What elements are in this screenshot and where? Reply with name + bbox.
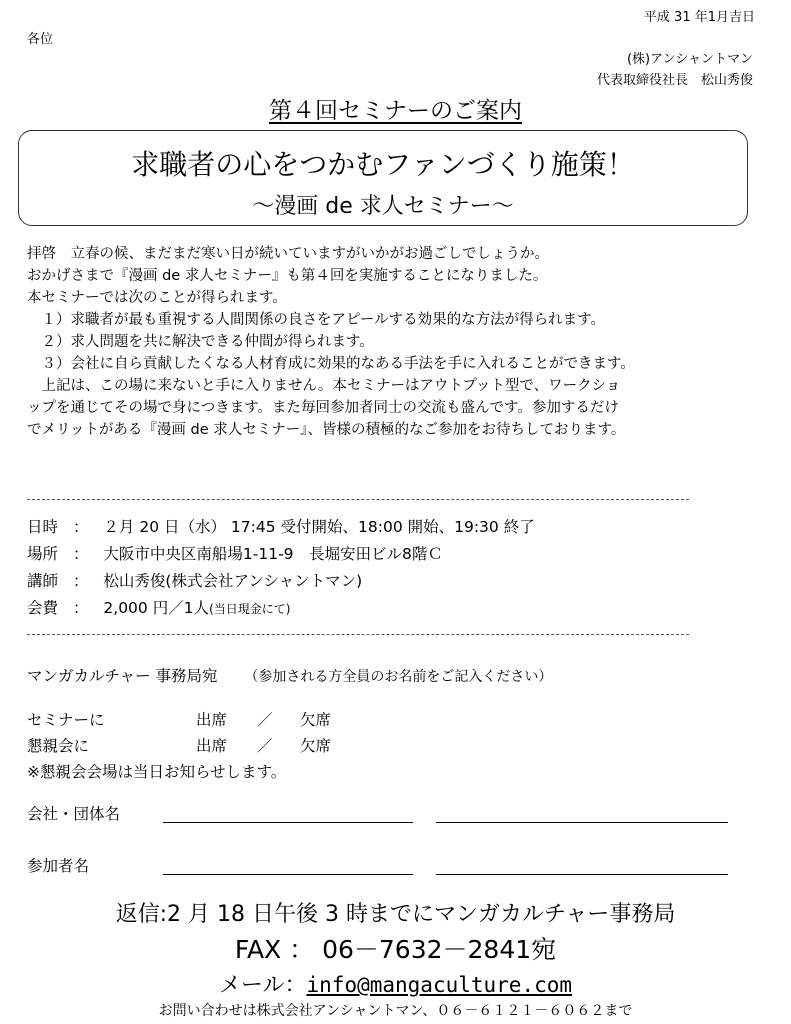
lecturer-value: 松山秀俊(株式会社アンシャントマン) bbox=[103, 572, 363, 590]
issue-date: 平成 31 年1月吉日 bbox=[643, 10, 755, 25]
company-field-1[interactable] bbox=[163, 822, 413, 823]
party-attendance-label: 懇親会に bbox=[27, 737, 90, 755]
body-line: おかげさまで『漫画 de 求人セミナー』も第４回を実施することになりました。 bbox=[27, 268, 548, 284]
participant-field-2[interactable] bbox=[436, 874, 728, 875]
fax-number: FAX ： 06－7632－2841宛 bbox=[234, 935, 557, 964]
body-line: ２）求人問題を共に解決できる仲間が得られます。 bbox=[27, 334, 374, 350]
body-line: 本セミナーでは次のことが得られます。 bbox=[27, 290, 287, 306]
body-line: ３）会社に自ら貢献したくなる人材育成に効果的なある手法を手に入れることができます。 bbox=[27, 356, 635, 372]
reply-deadline: 返信:2 月 18 日午後 3 時までにマンガカルチャー事務局 bbox=[115, 902, 676, 927]
recipient: 各位 bbox=[27, 32, 54, 47]
seminar-attendance-label: セミナーに bbox=[27, 711, 105, 729]
addressee-note: （参加される方全員のお名前をご記入ください） bbox=[244, 669, 553, 685]
place-label: 場所 bbox=[27, 545, 59, 563]
sep: ： bbox=[72, 572, 89, 590]
party-note: ※懇親会会場は当日お知らせします。 bbox=[27, 763, 287, 781]
details-lecturer bbox=[27, 569, 362, 591]
place-value: 大阪市中央区南船場1-11-9 長堀安田ビル8階Ｃ bbox=[103, 545, 443, 563]
fee-label: 会費 bbox=[27, 599, 59, 617]
form-addressee bbox=[27, 664, 552, 686]
details-datetime bbox=[27, 515, 535, 537]
participant-field-1[interactable] bbox=[163, 874, 413, 875]
body-line: 上記は、この場に来ないと手に入りません。本セミナーはアウトプット型で、ワークショ bbox=[27, 378, 621, 394]
sep: ： bbox=[72, 545, 89, 563]
separator bbox=[27, 499, 689, 500]
body-line: でメリットがある『漫画 de 求人セミナー』、皆様の積極的なご参加をお待ちしております。 bbox=[27, 422, 626, 438]
datetime-label: 日時 bbox=[27, 518, 59, 536]
subtitle: 〜漫画 de 求人セミナー〜 bbox=[252, 194, 514, 219]
mail-line bbox=[0, 968, 791, 999]
body-line: １）求職者が最も重視する人間関係の良さをアピールする効果的な方法が得られます。 bbox=[27, 312, 605, 328]
addressee: マンガカルチャー 事務局宛 bbox=[27, 667, 218, 685]
sep: ： bbox=[72, 518, 89, 536]
body-line: 拝啓 立春の候、まだまだ寒い日が続いていますがいかがお過ごしでしょうか。 bbox=[27, 246, 549, 262]
inquiry-note: お問い合わせは株式会社アンシャントマン、０６－６１２１－６０６２まで bbox=[158, 1003, 633, 1019]
datetime-value: ２月 20 日（水） 17:45 受付開始、18:00 開始、19:30 終了 bbox=[103, 518, 535, 536]
details-fee bbox=[27, 596, 290, 618]
sep: ： bbox=[72, 599, 89, 617]
invitation-body bbox=[27, 243, 635, 441]
participant-field-label: 参加者名 bbox=[27, 857, 90, 875]
company-field-2[interactable] bbox=[436, 822, 728, 823]
seminar-attend-option[interactable]: 出席 bbox=[196, 711, 228, 729]
seminar-absent-option[interactable]: 欠席 bbox=[300, 711, 332, 729]
mail-label: メール： bbox=[218, 973, 307, 998]
party-absent-option[interactable]: 欠席 bbox=[300, 737, 332, 755]
mail-address-link[interactable]: info@mangaculture.com bbox=[306, 973, 573, 997]
body-line: ップを通じてその場で身につきます。また毎回参加者同士の交流も盛んです。参加するだけ bbox=[27, 400, 619, 416]
separator bbox=[27, 634, 689, 635]
fee-note: (当日現金にて) bbox=[209, 602, 291, 616]
lecturer-label: 講師 bbox=[27, 572, 59, 590]
company-name: (株)アンシャントマン bbox=[626, 52, 753, 67]
title-box bbox=[18, 130, 748, 226]
president-name: 代表取締役社長 松山秀俊 bbox=[596, 73, 753, 88]
party-attend-option[interactable]: 出席 bbox=[196, 737, 228, 755]
main-title: 求職者の心をつかむファンづくり施策！ bbox=[131, 148, 635, 181]
seminar-heading: 第４回セミナーのご案内 bbox=[269, 98, 522, 124]
company-field-label: 会社・団体名 bbox=[27, 805, 121, 823]
party-slash: ／ bbox=[257, 737, 273, 755]
fee-value: 2,000 円／1人 bbox=[103, 599, 210, 617]
details-place bbox=[27, 542, 443, 564]
seminar-slash: ／ bbox=[257, 711, 273, 729]
